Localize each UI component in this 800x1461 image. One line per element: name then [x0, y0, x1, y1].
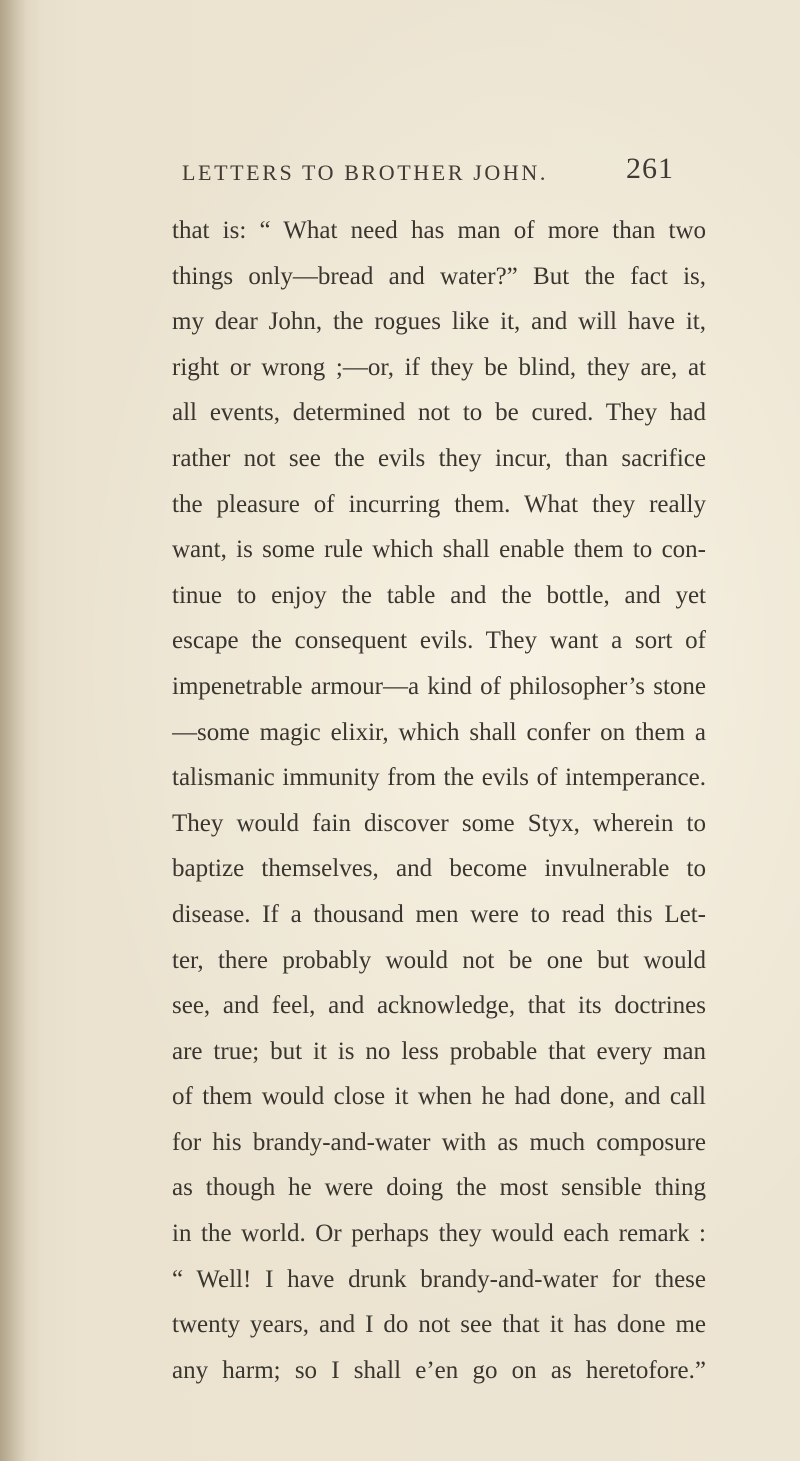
text-line: talismanic immunity from the evils of intemperance.: [172, 764, 706, 792]
text-line: twenty years, and I do not see that it has done me: [172, 1311, 706, 1339]
text-line: “ Well! I have drunk brandy-and-water for these: [172, 1265, 706, 1293]
text-line: They would fain discover some Styx, wherein to: [172, 809, 706, 837]
text-line: that is: “ What need has man of more than two: [172, 217, 706, 244]
text-line: any harm; so I shall e’en go on as heretofore.”: [172, 1356, 706, 1384]
text-line: my dear John, the rogues like it, and will have it,: [172, 308, 706, 336]
text-line: in the world. Or perhaps they would each remark :: [172, 1220, 706, 1248]
running-title: LETTERS TO BROTHER JOHN.: [182, 160, 548, 185]
text-line: disease. If a thousand men were to read this Let-: [172, 900, 706, 928]
text-line: ter, there probably would not be one but would: [172, 946, 706, 974]
text-line: see, and feel, and acknowledge, that its doctrines: [172, 992, 706, 1020]
text-line: want, is some rule which shall enable them to con-: [172, 536, 706, 564]
text-line: for his brandy-and-water with as much composure: [172, 1128, 706, 1156]
text-line: things only—bread and water?” But the fact is,: [172, 262, 706, 290]
text-line: right or wrong ;—or, if they be blind, they are, at: [172, 353, 706, 381]
text-line: the pleasure of incurring them. What they really: [172, 490, 706, 518]
text-line: baptize themselves, and become invulnerable to: [172, 855, 706, 883]
text-line: tinue to enjoy the table and the bottle, and yet: [172, 581, 706, 609]
body-text: [172, 208, 706, 1393]
text-line: impenetrable armour—a kind of philosopher’s stone: [172, 672, 706, 700]
text-line: escape the consequent evils. They want a sort of: [172, 627, 706, 655]
text-line: as though he were doing the most sensible thing: [172, 1174, 706, 1202]
text-line: —some magic elixir, which shall confer on them a: [172, 718, 706, 746]
page-number: 261: [626, 152, 674, 185]
text-line: all events, determined not to be cured. They had: [172, 399, 706, 427]
text-line: rather not see the evils they incur, than sacrifice: [172, 444, 706, 472]
text-line: are true; but it is no less probable that every man: [172, 1037, 706, 1065]
text-line: of them would close it when he had done, and call: [172, 1083, 706, 1111]
gutter-shadow: [0, 0, 26, 1461]
